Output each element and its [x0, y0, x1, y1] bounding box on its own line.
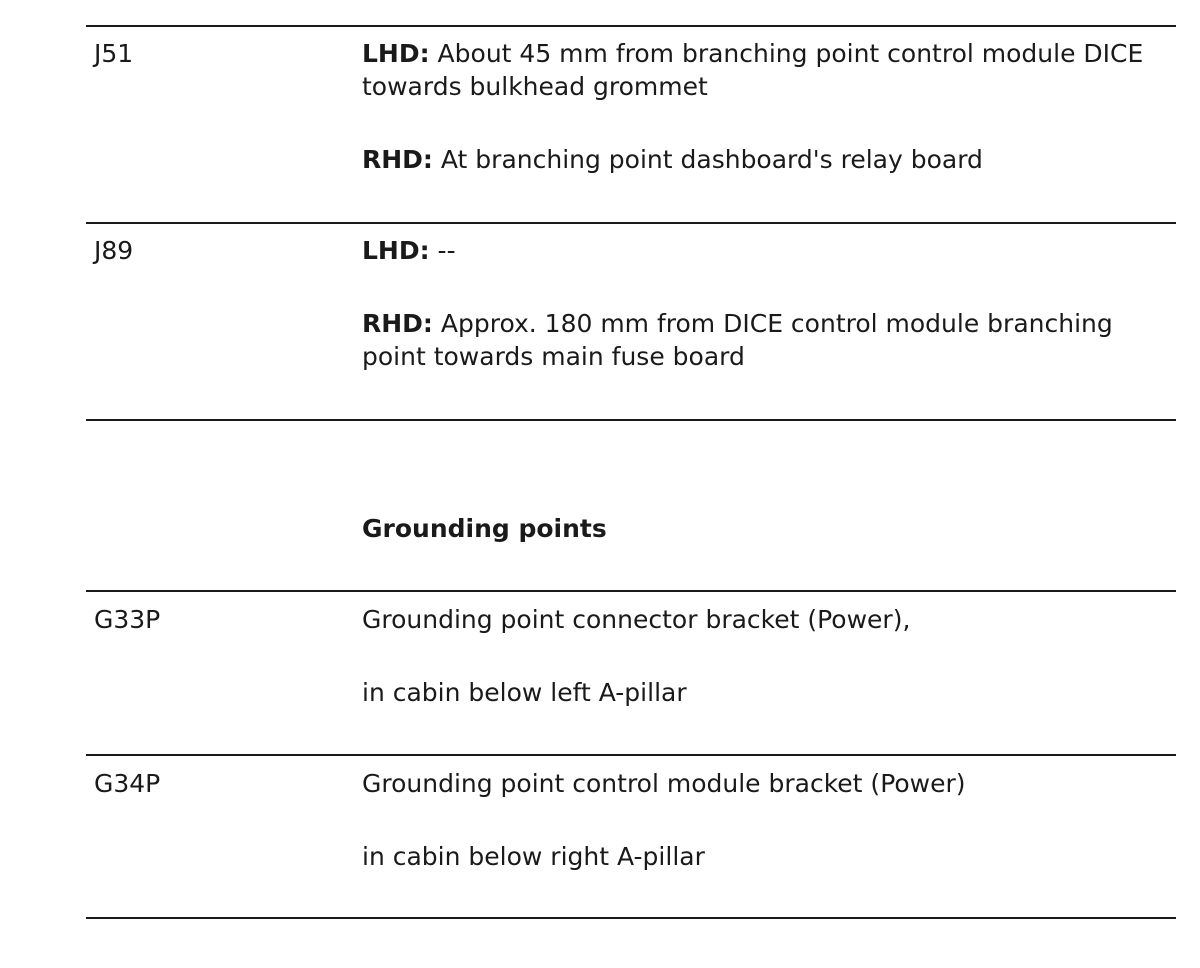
lhd-label: LHD: [362, 236, 430, 265]
lhd-location [362, 37, 1174, 103]
grounding-code-g33p: G33P [94, 605, 161, 634]
table-rule [86, 590, 1176, 592]
connector-code-j89: J89 [94, 236, 134, 265]
lhd-location [362, 234, 1174, 267]
section-heading-grounding-points: Grounding points [362, 514, 607, 543]
connector-description-j51 [362, 37, 1174, 176]
table-rule [86, 754, 1176, 756]
table-rule [86, 419, 1176, 421]
lhd-label: LHD: [362, 39, 430, 68]
table-rule [86, 222, 1176, 224]
grounding-line2: in cabin below right A-pillar [362, 842, 705, 871]
rhd-text: Approx. 180 mm from DICE control module branching point towards main fuse board [362, 309, 1113, 371]
grounding-description-g34p [362, 767, 1174, 873]
rhd-label: RHD: [362, 145, 433, 174]
grounding-line1: Grounding point connector bracket (Power), [362, 605, 911, 634]
table-rule-bottom [86, 917, 1176, 919]
rhd-location [362, 307, 1174, 373]
grounding-description-g33p [362, 603, 1174, 709]
grounding-line1: Grounding point control module bracket (Power) [362, 769, 966, 798]
grounding-line2: in cabin below left A-pillar [362, 678, 687, 707]
connector-code-j51: J51 [94, 39, 134, 68]
rhd-text: At branching point dashboard's relay board [432, 145, 983, 174]
connector-description-j89 [362, 234, 1174, 373]
rhd-location [362, 143, 1174, 176]
rhd-label: RHD: [362, 309, 433, 338]
table-rule-top [86, 25, 1176, 27]
lhd-text: About 45 mm from branching point control module DICE towards bulkhead grommet [362, 39, 1144, 101]
lhd-text: -- [429, 236, 456, 265]
grounding-code-g34p: G34P [94, 769, 161, 798]
